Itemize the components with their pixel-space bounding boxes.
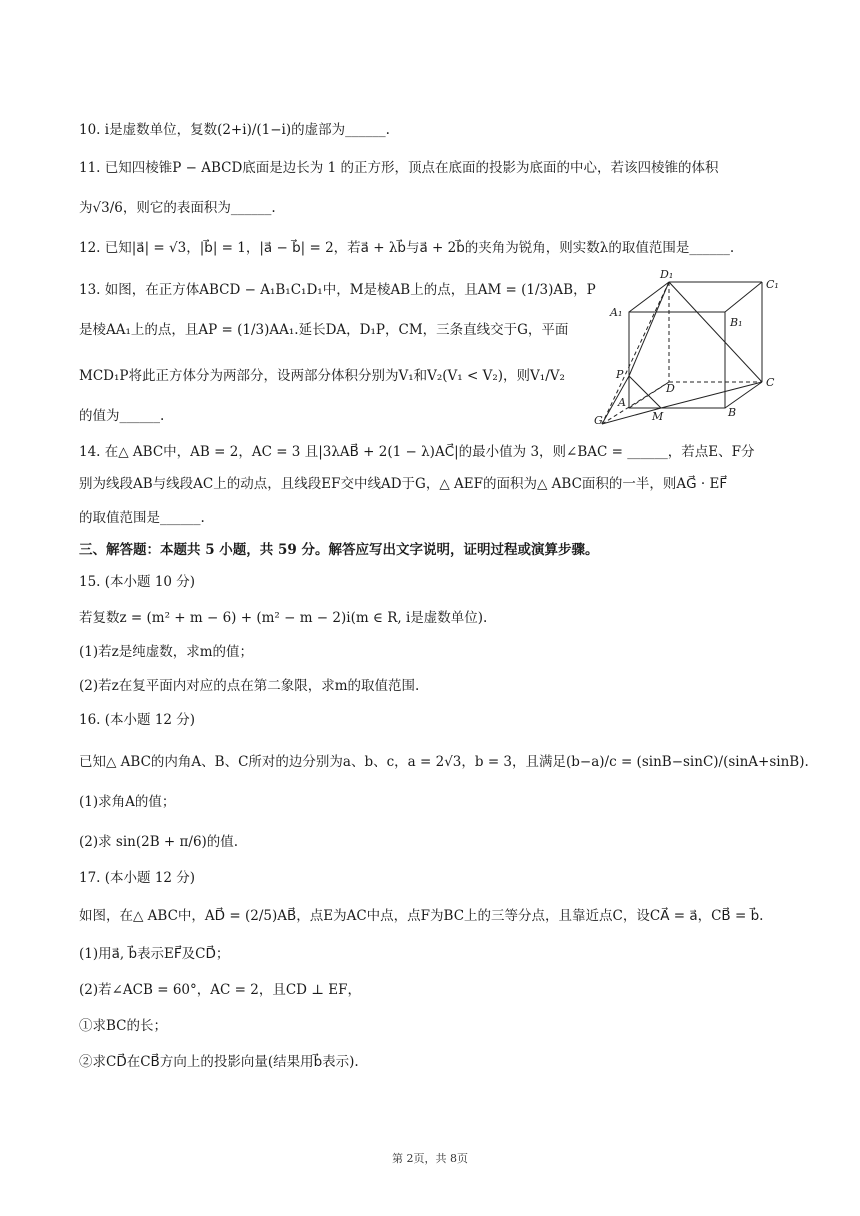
label-B1: B₁ (730, 316, 743, 329)
text-line-q17a: 如图，在△ ABC中，AD⃗ = (2/5)AB⃗，点E为AC中点，点F为BC上的三等分点，且靠近点C，设CA⃗ = a⃗，CB⃗ = b⃗. (79, 908, 764, 924)
text-line-q15c: (2)若z在复平面内对应的点在第二象限，求m的取值范围. (79, 678, 420, 694)
label-A1: A₁ (610, 306, 623, 319)
label-C1: C₁ (766, 278, 779, 291)
text-line-q16b: (1)求角A的值； (79, 794, 176, 810)
text-line-q15a: 若复数z = (m² + m − 6) + (m² − m − 2)i(m ∈ R, i是虚数单位). (79, 610, 488, 626)
label-G: G (594, 414, 603, 426)
label-A: A (618, 396, 626, 409)
text-line-q17d: ①求BC的长； (79, 1018, 168, 1034)
text-line-q13c: MCD₁P将此正方体分为两部分，设两部分体积分别为V₁和V₂(V₁ < V₂)，则V₁/V₂ (79, 368, 565, 384)
text-line-q14a: 14. 在△ ABC中，AB = 2，AC = 3 且|3λAB⃗ + 2(1 − λ)AC⃗|的最小值为 3，则∠BAC = ______，若点E、F分 (79, 444, 755, 460)
text-line-q15h: 15. (本小题 10 分) (79, 574, 196, 590)
text-line-q17e: ②求CD⃗在CB⃗方向上的投影向量(结果用b⃗表示). (79, 1054, 359, 1070)
text-line-sec3: 三、解答题：本题共 5 小题，共 59 分。解答应写出文字说明，证明过程或演算步骤。 (79, 542, 599, 558)
text-line-q10: 10. i是虚数单位，复数(2+i)/(1−i)的虚部为______. (79, 122, 390, 138)
text-line-q11b: 为√3/6，则它的表面积为______. (79, 200, 276, 216)
label-M: M (652, 410, 664, 423)
label-P: P (616, 368, 624, 381)
label-C: C (766, 376, 775, 389)
text-line-q14b: 别为线段AB与线段AC上的动点，且线段EF交中线AD于G，△ AEF的面积为△ ABC面积的一半，则AG⃗ · EF⃗ (79, 476, 728, 492)
label-D1: D₁ (660, 268, 674, 281)
text-line-q17h: 17. (本小题 12 分) (79, 870, 196, 886)
text-line-q14c: 的取值范围是______. (79, 510, 205, 526)
text-line-q16a: 已知△ ABC的内角A、B、C所对的边分别为a、b、c，a = 2√3，b = 3，且满足(b−a)/c = (sinB−sinC)/(sinA+sinB). (79, 754, 809, 770)
text-line-q13a: 13. 如图，在正方体ABCD − A₁B₁C₁D₁中，M是棱AB上的点，且AM = (1/3)AB，P (79, 282, 596, 298)
cube-diagram (594, 266, 794, 426)
label-B: B (728, 406, 737, 419)
text-line-q12: 12. 已知|a⃗| = √3，|b⃗| = 1，|a⃗ − b⃗| = 2，若a⃗ + λb⃗与a⃗ + 2b⃗的夹角为锐角，则实数λ的取值范围是______. (79, 240, 735, 256)
label-D: D (666, 382, 675, 395)
page-footer: 第 2页，共 8页 (392, 1152, 468, 1165)
text-line-q13b: 是棱AA₁上的点，且AP = (1/3)AA₁.延长DA，D₁P，CM，三条直线交于G，平面 (79, 322, 569, 338)
text-line-q13d: 的值为______. (79, 408, 165, 424)
text-line-q17c: (2)若∠ACB = 60°，AC = 2，且CD ⊥ EF， (79, 982, 361, 998)
text-line-q15b: (1)若z是纯虚数，求m的值； (79, 644, 254, 660)
text-line-q11a: 11. 已知四棱锥P − ABCD底面是边长为 1 的正方形，顶点在底面的投影为底面的中心，若该四棱锥的体积 (79, 160, 719, 176)
text-line-q17b: (1)用a⃗, b⃗表示EF⃗及CD⃗； (79, 946, 230, 962)
text-line-q16h: 16. (本小题 12 分) (79, 712, 196, 728)
text-line-q16c: (2)求 sin(2B + π/6)的值. (79, 834, 239, 850)
cube-figure (594, 266, 794, 426)
